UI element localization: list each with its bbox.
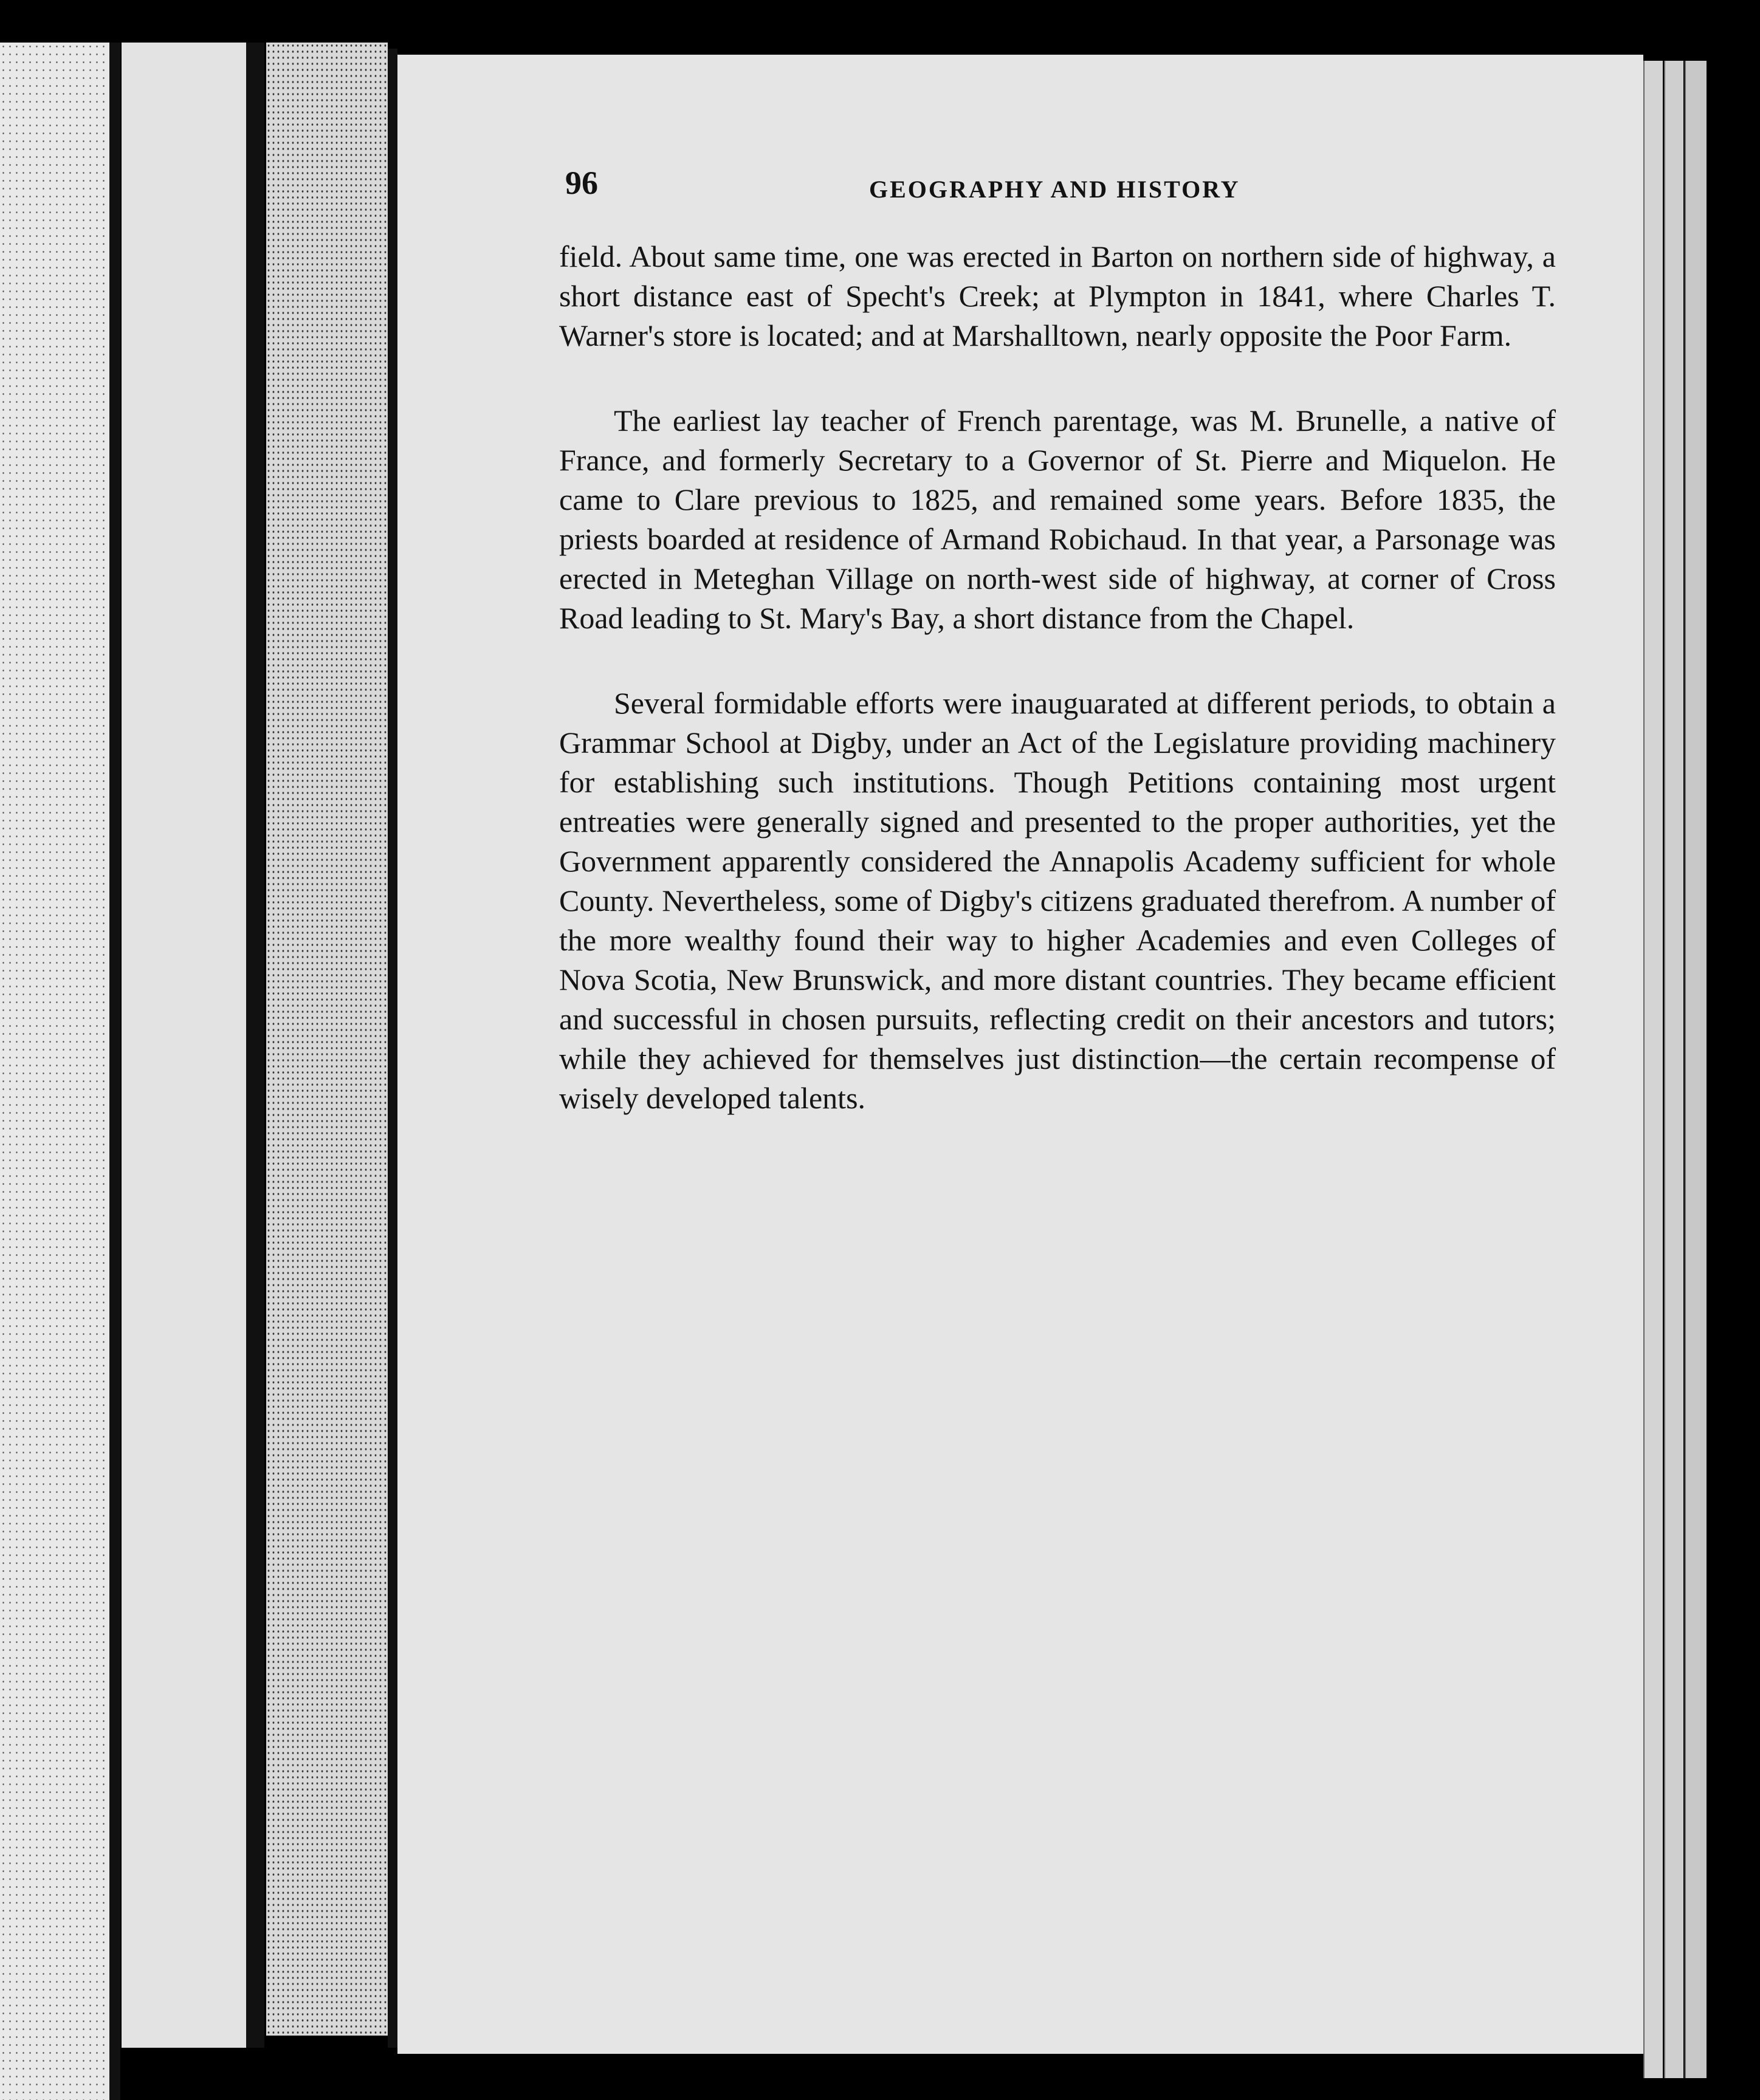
previous-page-edge xyxy=(122,43,246,2048)
binding-line xyxy=(388,49,397,2048)
paragraph: field. About same time, one was erected in Barton on northern side of highway, a short distance east of Specht's Creek; at Plympton in 1841, where Charles T. Warner's store is located; and at Marshalltown, nearly opposite the Poor Farm. xyxy=(559,239,1556,352)
body-text xyxy=(559,237,1556,1164)
gutter-strip xyxy=(266,43,388,2036)
running-head xyxy=(565,164,1556,213)
page-number: 96 xyxy=(565,165,598,201)
page-edge xyxy=(1643,61,1663,2078)
binding-line xyxy=(109,43,120,2100)
paragraph: Several formidable efforts were inauguarated at different periods, to obtain a Grammar School at Digby, under an Act of the Legislature providing machinery for establishing such institutions. Though Petitions containing most urgent entreaties were generally signed and presented to the proper authorities, yet the Government apparently considered the Annapolis Academy sufficient for whole County. Nevertheless, some of Digby's citizens graduated therefrom. A number of the more wealthy found their way to higher Academies and even Colleges of Nova Scotia, New Brunswick, and more distant countries. They became efficient and successful in chosen pursuits, reflecting credit on their ancestors and tutors; while they achieved for themselves just distinction—the certain recompense of wisely developed talents. xyxy=(559,686,1556,1115)
page-edge xyxy=(1664,61,1683,2078)
paragraph: The earliest lay teacher of French parentage, was M. Brunelle, a native of France, and formerly Secretary to a Governor of St. Pierre and Miquelon. He came to Clare previous to 1825, and remained some years. Before 1835, the priests boarded at residence of Armand Robichaud. In that year, a Parsonage was erected in Meteghan Village on north-west side of highway, at corner of Cross Road leading to St. Mary's Bay, a short distance from the Chapel. xyxy=(559,403,1556,635)
binding-line xyxy=(246,43,264,2048)
page-edge xyxy=(1685,61,1707,2078)
running-title: GEOGRAPHY AND HISTORY xyxy=(869,176,1240,203)
left-margin-strip xyxy=(0,43,109,2100)
